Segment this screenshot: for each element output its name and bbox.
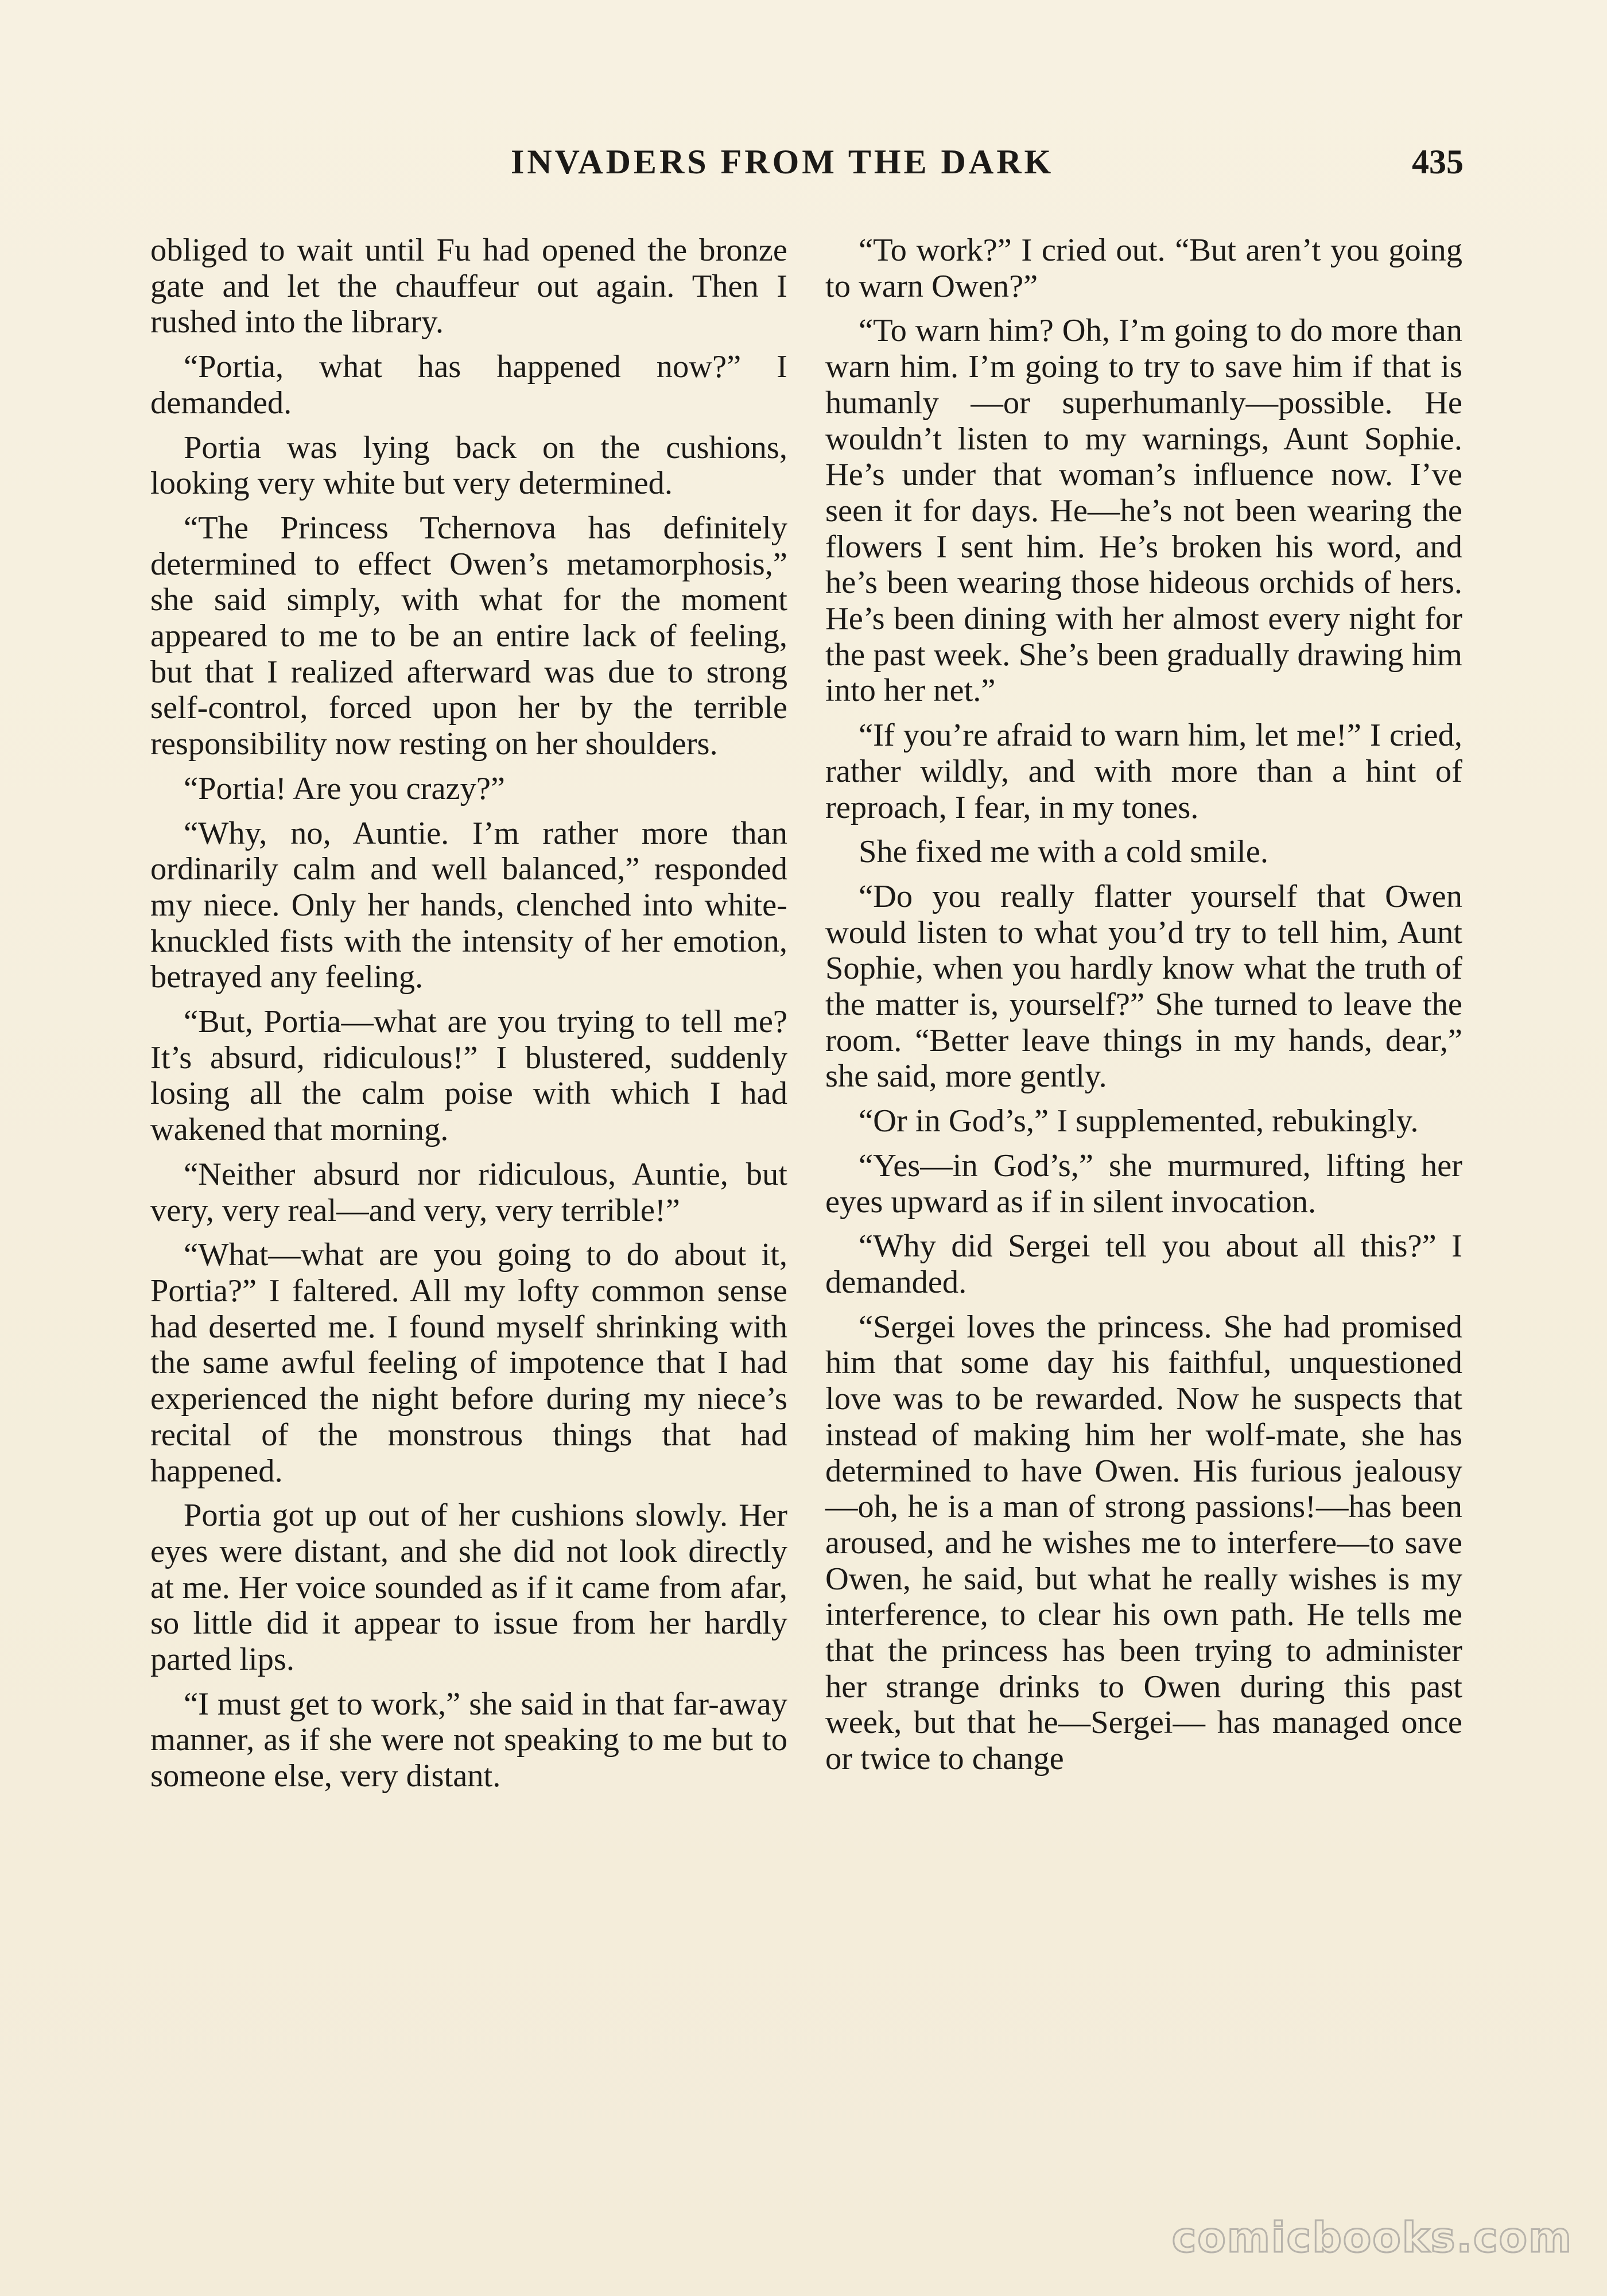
paragraph: “Why, no, Auntie. I’m rather more than ordinarily calm and well balanced,” responded my niece. Only her hands, clenched into white-knuckled fists with the intensity of her emotion, betrayed any feeling. (150, 815, 787, 995)
paragraph: “To work?” I cried out. “But aren’t you going to warn Owen?” (825, 232, 1462, 304)
paragraph: “Sergei loves the princess. She had promised him that some day his faithful, unquestioned love was to be rewarded. Now he suspects that instead of making him her wolf-mate, she has determined to have Owen. His furious jealousy—oh, he is a man of strong passions!—has been aroused, and he wishes me to interfere—to save Owen, he said, but what he really wishes is my interference, to clear his own path. He tells me that the princess has been trying to administer her strange drinks to Owen during this past week, but that he—Sergei— has managed once or twice to change (825, 1309, 1462, 1777)
page-header (149, 142, 1464, 188)
paragraph: “Or in God’s,” I supplemented, rebukingly. (859, 1103, 1419, 1139)
paragraph: Portia was lying back on the cushions, looking very white but very determined. (150, 429, 787, 502)
paragraph: “Portia, what has happened now?” I demanded. (150, 349, 787, 421)
paragraph: “But, Portia—what are you trying to tell me? It’s absurd, ridiculous!” I blustered, suddenly losing all the calm poise with which I had wakened that morning. (150, 1004, 787, 1148)
paragraph: “Do you really flatter yourself that Owen would listen to what you’d try to tell him, Aunt Sophie, when you hardly know what the truth of the matter is, yourself?” She turned to leave the room. “Better leave things in my hands, dear,” she said, more gently. (825, 878, 1462, 1095)
site-watermark: comicbooks.com (1171, 2213, 1573, 2262)
paragraph: “The Princess Tchernova has definitely determined to effect Owen’s metamorphosis,” she said simply, with what for the moment appeared to me to be an entire lack of feeling, but that I realized afterward was due to strong self-control, forced upon her by the terrible responsibility now resting on her shoulders. (150, 510, 787, 762)
left-column (150, 232, 787, 1803)
paragraph: “Neither absurd nor ridiculous, Auntie, but very, very real—and very, very terrible!” (150, 1156, 787, 1228)
paragraph: She fixed me with a cold smile. (859, 834, 1268, 870)
paragraph: “If you’re afraid to warn him, let me!” I cried, rather wildly, and with more than a hint of reproach, I fear, in my tones. (825, 718, 1462, 825)
right-column (825, 232, 1462, 1786)
paragraph: “Yes—in God’s,” she murmured, lifting her eyes upward as if in silent invocation. (825, 1147, 1462, 1220)
paragraph: “What—what are you going to do about it, Portia?” I faltered. All my lofty common sense had deserted me. I found myself shrinking with the same awful feeling of impotence that I had experienced the night before during my niece’s recital of the monstrous things that had happened. (150, 1237, 787, 1489)
running-head: INVADERS FROM THE DARK (511, 143, 1054, 181)
page-number: 435 (1412, 143, 1464, 181)
paragraph: “To warn him? Oh, I’m going to do more than warn him. I’m going to try to save him if that is humanly —or superhumanly—possible. He wouldn’t listen to my warnings, Aunt Sophie. He’s under that woman’s influence now. I’ve seen it for days. He—he’s not been wearing the flowers I sent him. He’s broken his word, and he’s been wearing those hideous orchids of hers. He’s been dining with her almost every night for the past week. She’s been gradually drawing him into her net.” (825, 313, 1462, 709)
paragraph: obliged to wait until Fu had opened the bronze gate and let the chauffeur out again. Then I rushed into the library. (150, 232, 787, 340)
paragraph: “Portia! Are you crazy?” (184, 770, 506, 806)
paragraph: “I must get to work,” she said in that far-away manner, as if she were not speaking to me but to someone else, very distant. (150, 1686, 787, 1794)
paragraph: “Why did Sergei tell you about all this?” I demanded. (825, 1228, 1462, 1300)
paragraph: Portia got up out of her cushions slowly. Her eyes were distant, and she did not look directly at me. Her voice sounded as if it came from afar, so little did it appear to issue from her hardly parted lips. (150, 1498, 787, 1678)
